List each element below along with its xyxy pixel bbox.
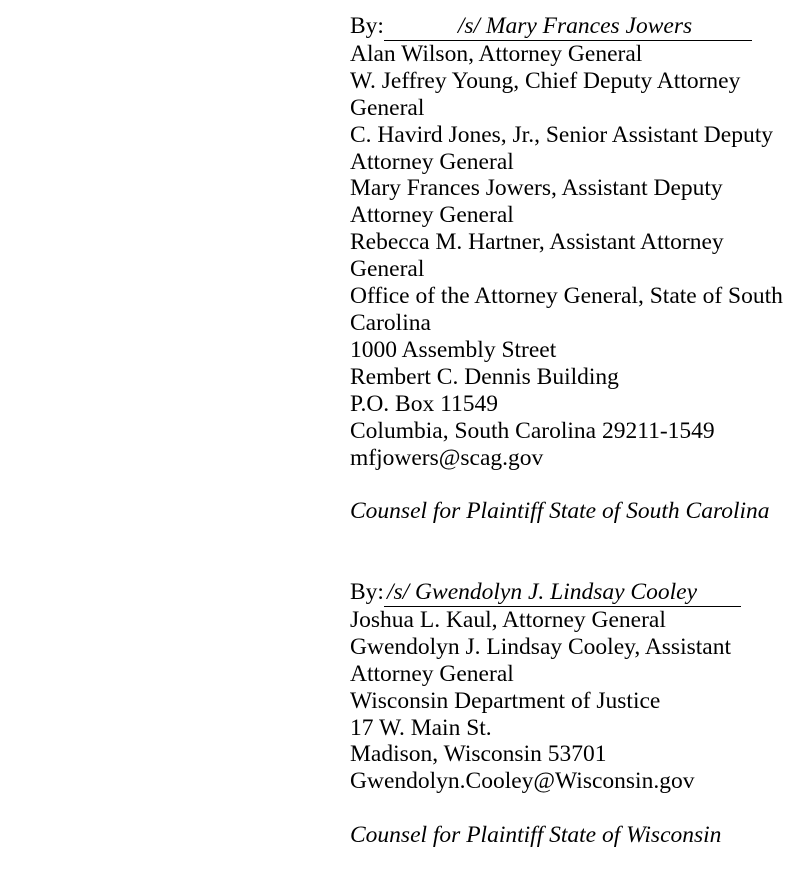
text-line: Alan Wilson, Attorney General <box>350 40 643 67</box>
text-line: W. Jeffrey Young, Chief Deputy Attorney <box>350 67 741 94</box>
text-line: 1000 Assembly Street <box>350 336 557 363</box>
text-line: Gwendolyn.Cooley@Wisconsin.gov <box>350 768 695 795</box>
signature-area <box>350 13 795 849</box>
text-line: Madison, Wisconsin 53701 <box>350 741 607 768</box>
text-line: Mary Frances Jowers, Assistant Deputy <box>350 175 723 202</box>
counsel-line-wisconsin: Counsel for Plaintiff State of Wisconsin <box>350 822 722 849</box>
text-line: Wisconsin Department of Justice <box>350 687 661 714</box>
text-line: 17 W. Main St. <box>350 714 492 741</box>
text-line: Rembert C. Dennis Building <box>350 363 619 390</box>
signature-line-wisconsin <box>350 579 795 607</box>
text-line: C. Havird Jones, Jr., Senior Assistant Deputy <box>350 121 773 148</box>
text-line: mfjowers@scag.gov <box>350 444 544 471</box>
text-line: Columbia, South Carolina 29211-1549 <box>350 417 715 444</box>
text-line: Rebecca M. Hartner, Assistant Attorney <box>350 229 724 256</box>
text-line: Joshua L. Kaul, Attorney General <box>350 606 666 633</box>
text-line: Attorney General <box>350 202 514 229</box>
counsel-line-south-carolina: Counsel for Plaintiff State of South Carolina <box>350 498 770 525</box>
signature-text-mary-frances-jowers: /s/ Mary Frances Jowers <box>457 13 693 39</box>
attorney-address-lines-south-carolina <box>350 41 795 472</box>
text-line: P.O. Box 11549 <box>350 390 498 417</box>
signature-block-wisconsin <box>350 579 795 849</box>
signature-underline <box>384 579 741 607</box>
signature-underline <box>384 13 752 41</box>
signature-text-gwendolyn-cooley: /s/ Gwendolyn J. Lindsay Cooley <box>386 579 698 605</box>
signature-line-south-carolina <box>350 13 795 41</box>
text-line: General <box>350 94 425 121</box>
text-line: Carolina <box>350 309 431 336</box>
text-line: Attorney General <box>350 660 514 687</box>
by-label: By: <box>350 13 384 39</box>
signature-block-south-carolina <box>350 13 795 525</box>
text-line: General <box>350 256 425 283</box>
text-line: Office of the Attorney General, State of South <box>350 283 783 310</box>
text-line: Gwendolyn J. Lindsay Cooley, Assistant <box>350 633 731 660</box>
by-label: By: <box>350 579 384 605</box>
text-line: Attorney General <box>350 148 514 175</box>
attorney-address-lines-wisconsin <box>350 607 795 795</box>
